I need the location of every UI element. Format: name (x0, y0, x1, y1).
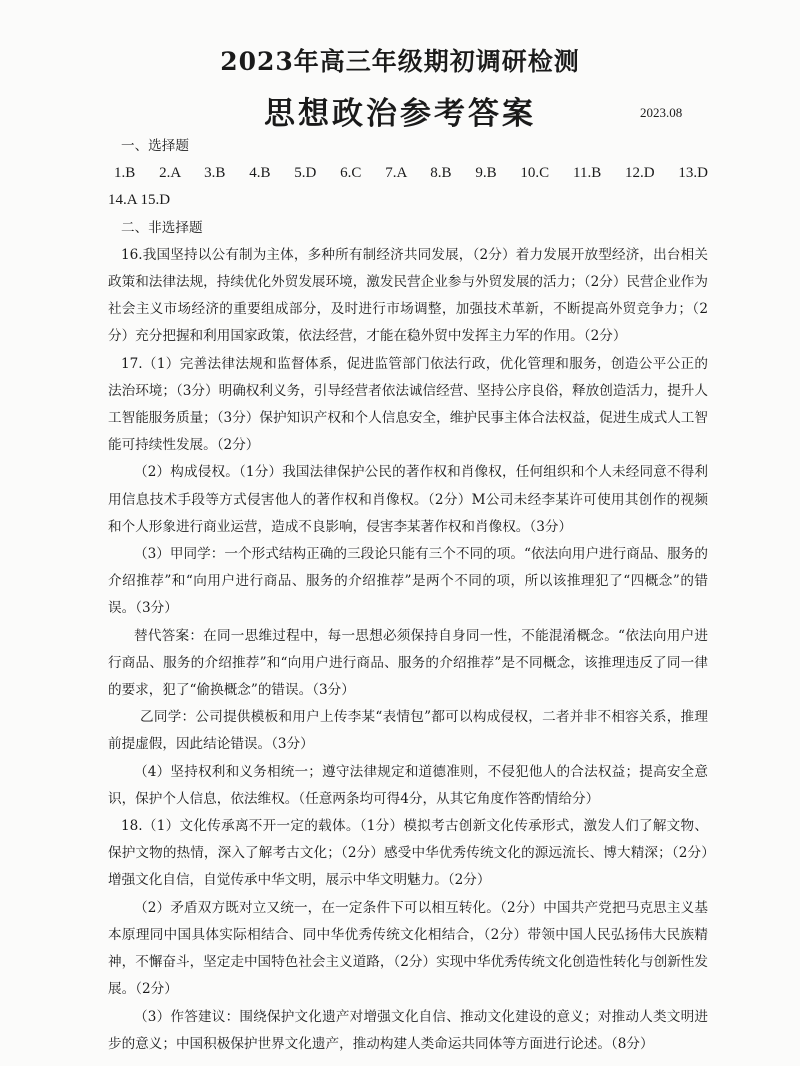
document-subtitle: 思想政治参考答案 (264, 96, 536, 132)
answer-18-2: （2）矛盾双方既对立又统一，在一定条件下可以相互转化。（2分）中国共产党把马克思主义基本原理同中国具体实际相结合、同中华优秀传统文化相结合，（2分）带领中国人民弘扬伟大民族精神，不懈奋斗，坚定走中国特色社会主义道路，（2分）实现中华优秀传统文化创造性转化与创新性发展。（2分） (108, 899, 708, 998)
section-heading-nonchoice: 二、非选择题 (121, 219, 203, 236)
document-date: 2023.08 (640, 105, 683, 120)
answer-content (108, 133, 708, 1058)
answer-18-1: 18.（1）文化传承离不开一定的载体。（1分）模拟考古创新文化传承形式，激发人们了解文物、保护文物的热情，深入了解考古文化；（2分）感受中华优秀传统文化的源远流长、博大精深；（2分）增强文化自信，自觉传承中华文明，展示中华文明魅力。（2分） (108, 818, 708, 889)
answer-16: 16.我国坚持以公有制为主体，多种所有制经济共同发展，（2分）着力发展开放型经济，出台相关政策和法律法规，持续优化外贸发展环境，激发民营企业参与外贸发展的活力；（2分）民营企业作为社会主义市场经济的重要组成部分，及时进行市场调整，加强技术革新，不断提高外贸竞争力；（2分）充分把握和利用国家政策，依法经营，才能在稳外贸中发挥主力军的作用。（2分） (108, 246, 708, 345)
answer-17-3-a: （3）甲同学：一个形式结构正确的三段论只能有三个不同的项。“依法向用户进行商品、服务的介绍推荐”和“向用户进行商品、服务的介绍推荐”是两个不同的项，所以该推理犯了“四概念”的错误。（3分） (108, 546, 708, 617)
answer-17-3-alt: 替代答案：在同一思维过程中，每一思想必须保持自身同一性，不能混淆概念。“依法向用户进行商品、服务的介绍推荐”和“向用户进行商品、服务的介绍推荐”是不同概念，该推理违反了同一律的要求，犯了“偷换概念”的错误。（3分） (108, 627, 708, 699)
choice-answers-line-1: 1.B 2.A 3.B 4.B 5.D 6.C 7.A 8.B 9.B 10.C 11.B 12.D 13.D (114, 165, 708, 182)
choice-answers-line-2: 14.A 15.D (108, 192, 171, 209)
answer-17-4: （4）坚持权利和义务相统一；遵守法律规定和道德准则，不侵犯他人的合法权益；提高安全意识，保护个人信息，依法维权。（任意两条均可得4分，从其它角度作答酌情给分） (108, 763, 708, 807)
answer-17-2: （2）构成侵权。（1分）我国法律保护公民的著作权和肖像权，任何组织和个人未经同意不得利用信息技术手段等方式侵害他人的著作权和肖像权。（2分）M公司未经李某许可使用其创作的视频和个人形象进行商业运营，造成不良影响，侵害李某著作权和肖像权。（3分） (108, 464, 708, 535)
document-title: 2023年高三年级期初调研检测 (220, 47, 580, 76)
answer-17-1: 17.（1）完善法律法规和监督体系，促进监管部门依法行政，优化管理和服务，创造公平公正的法治环境；（3分）明确权利义务，引导经营者依法诚信经营、坚持公序良俗，释放创造活力，提升人工智能服务质量；（3分）保护知识产权和个人信息安全，维护民事主体合法权益，促进生成式人工智能可持续性发展。（2分） (108, 355, 708, 454)
answer-17-3-b: 乙同学：公司提供模板和用户上传李某“表情包”都可以构成侵权，二者并非不相容关系，推理前提虚假，因此结论错误。（3分） (108, 709, 708, 753)
section-heading-choice: 一、选择题 (121, 138, 189, 154)
answer-18-3: （3）作答建议：围绕保护文化遗产对增强文化自信、推动文化建设的意义；对推动人类文明进步的意义；中国积极保护世界文化遗产，推动构建人类命运共同体等方面进行论述。（8分） (108, 1008, 708, 1052)
